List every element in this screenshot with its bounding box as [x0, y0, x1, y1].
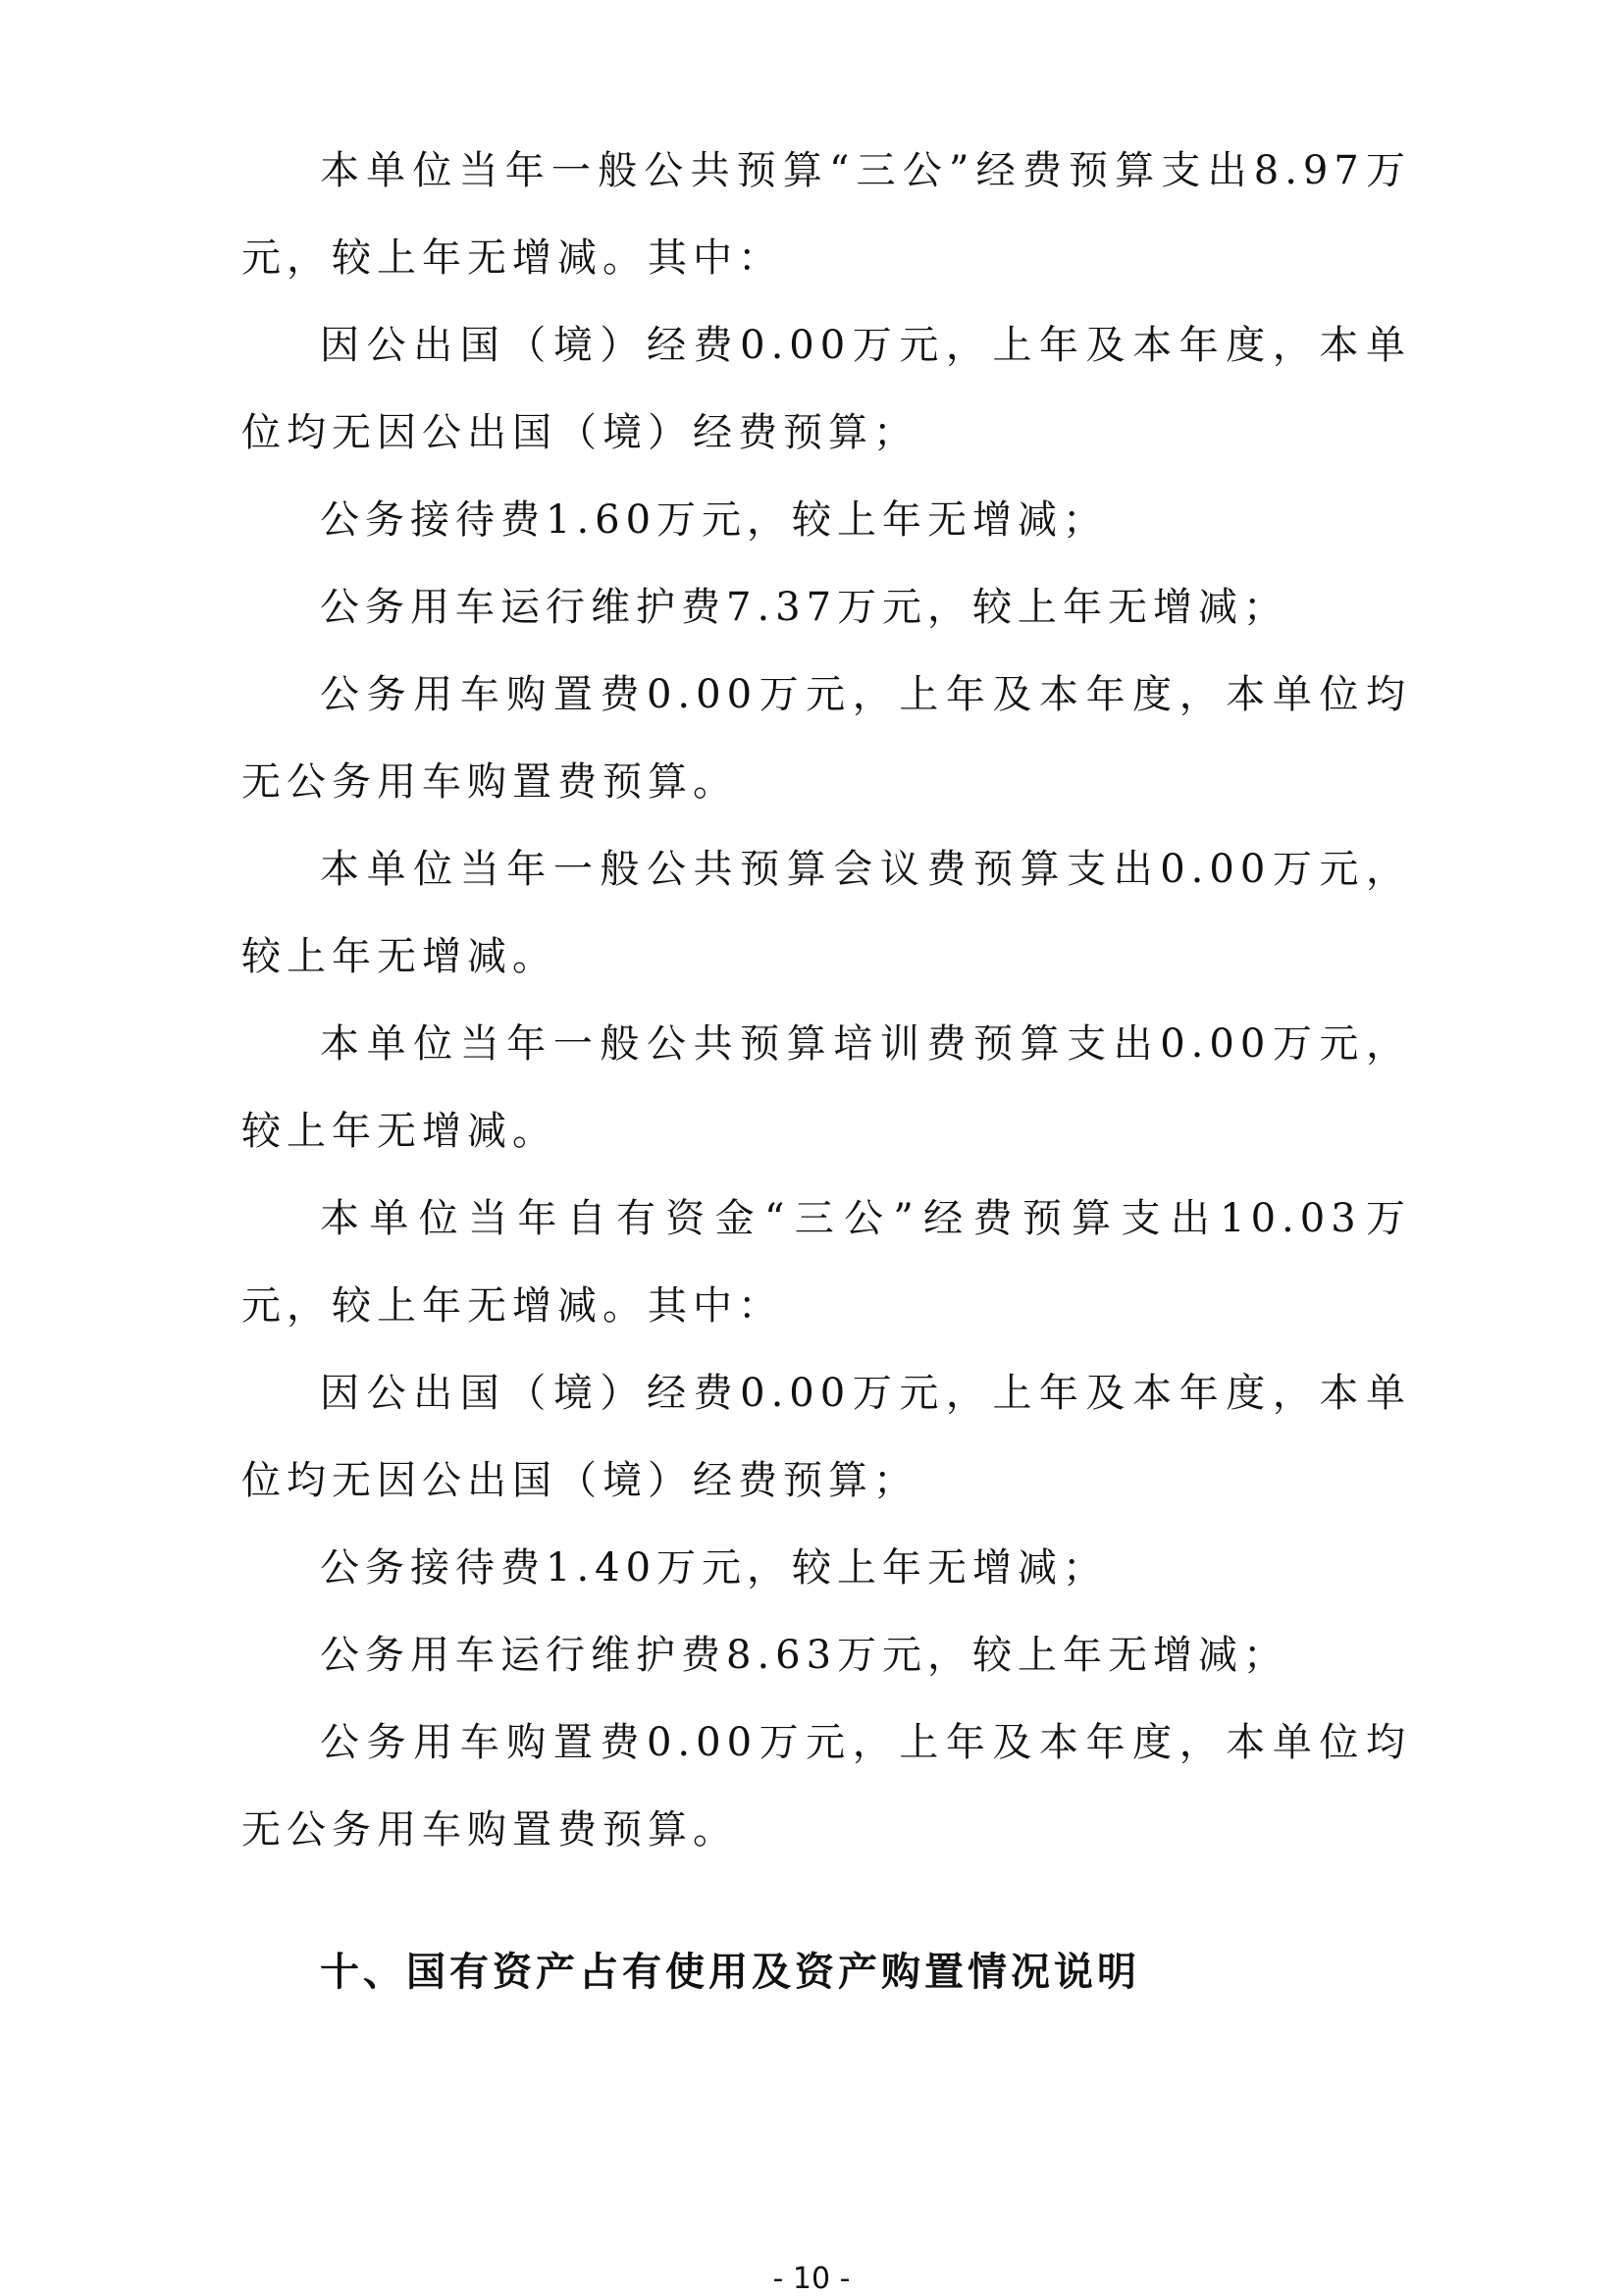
section-heading: 十、国有资产占有使用及资产购置情况说明 — [320, 1950, 1140, 1995]
paragraph-vehicle-maintenance-2: 公务用车运行维护费8.63万元，较上年无增减； — [320, 1633, 1289, 1678]
paragraph-own-funds-three-public: 本单位当年自有资金“三公”经费预算支出10.03万元，较上年无增减。其中： — [241, 1196, 1411, 1329]
paragraph-vehicle-purchase-1: 公务用车购置费0.00万元，上年及本年度，本单位均无公务用车购置费预算。 — [241, 672, 1411, 805]
page-number: - 10 - — [772, 2262, 851, 2296]
paragraph-meeting-fee: 本单位当年一般公共预算会议费预算支出0.00万元，较上年无增减。 — [241, 847, 1411, 979]
paragraph-vehicle-maintenance-1: 公务用车运行维护费7.37万元，较上年无增减； — [320, 585, 1289, 630]
paragraph-reception-2: 公务接待费1.40万元，较上年无增减； — [320, 1545, 1109, 1591]
paragraph-reception-1: 公务接待费1.60万元，较上年无增减； — [320, 497, 1109, 543]
document-body — [241, 128, 1411, 2016]
paragraph-training-fee: 本单位当年一般公共预算培训费预算支出0.00万元，较上年无增减。 — [241, 1021, 1411, 1154]
paragraph-vehicle-purchase-2: 公务用车购置费0.00万元，上年及本年度，本单位均无公务用车购置费预算。 — [241, 1720, 1411, 1852]
paragraph-overseas-travel-1: 因公出国（境）经费0.00万元，上年及本年度，本单位均无因公出国（境）经费预算； — [241, 323, 1411, 455]
paragraph-general-budget-three-public: 本单位当年一般公共预算“三公”经费预算支出8.97万元，较上年无增减。其中： — [241, 148, 1411, 281]
paragraph-overseas-travel-2: 因公出国（境）经费0.00万元，上年及本年度，本单位均无因公出国（境）经费预算； — [241, 1371, 1411, 1503]
